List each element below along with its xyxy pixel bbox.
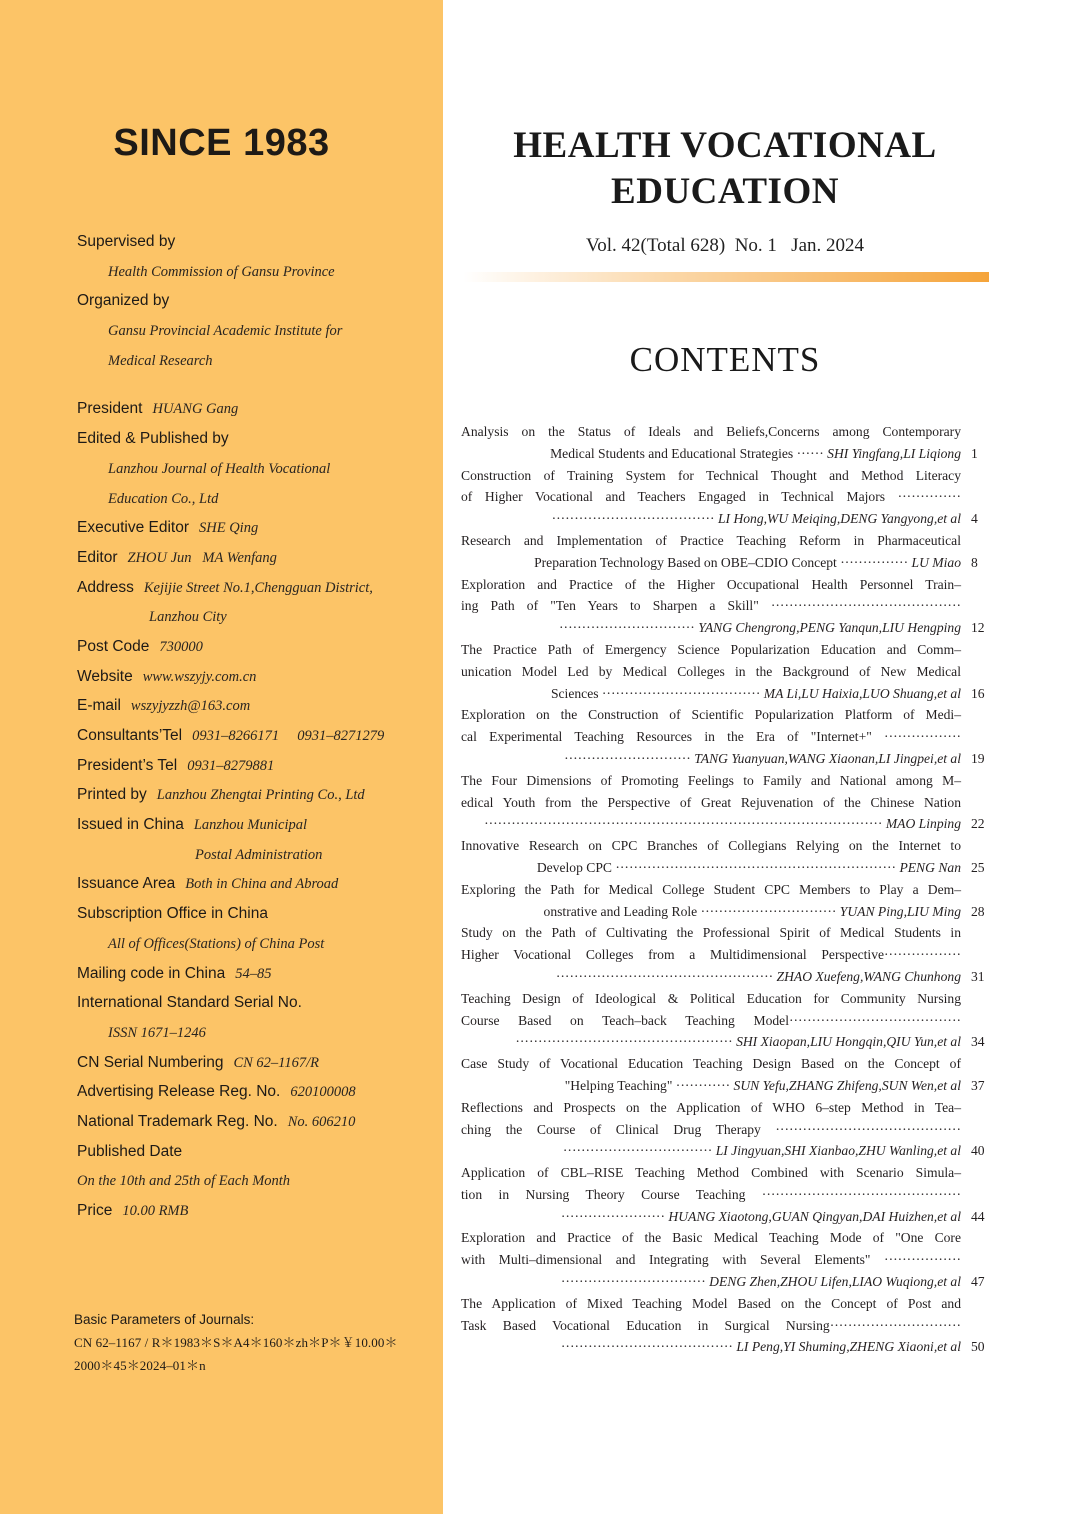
gradient-divider	[463, 272, 989, 282]
toc-entry-line: Exploration and Practice of the Higher Occupational Health Personnel Train–	[461, 576, 961, 592]
consultants-tel-value: 0931–8266171 0931–8271279	[192, 728, 385, 744]
email-label: E-mail	[77, 697, 121, 715]
edited-value: Lanzhou Journal of Health Vocational	[108, 460, 331, 477]
toc-entry-page: 47	[971, 1274, 985, 1290]
toc-entry-line: Construction of Training System for Technical Thought and Method Literacy	[461, 467, 961, 483]
toc-entry-last-line	[461, 748, 985, 770]
toc-entry-line: The Application of Mixed Teaching Model Based on the Concept of Post and	[461, 1295, 961, 1311]
toc-entry-line: Innovative Research on CPC Branches of Collegians Relying on the Internet to	[461, 838, 961, 854]
toc-entry-authors: MA Li,LU Haixia,LUO Shuang,et al	[763, 685, 961, 701]
toc-entry-last-line	[461, 1140, 985, 1162]
president-value: HUANG Gang	[152, 401, 239, 418]
toc-entry-page: 31	[971, 968, 985, 984]
toc-entry-line: of Higher Vocational and Teachers Engaged in Technical Majors ··············	[461, 489, 961, 505]
editor-value: ZHOU Jun MA Wenfang	[127, 549, 277, 566]
issued-label: Issued in China	[77, 816, 184, 834]
area-label: Issuance Area	[77, 875, 176, 893]
since-heading: SINCE 1983	[113, 122, 330, 164]
toc-entry[interactable]	[461, 922, 985, 987]
toc-entry-last-line	[461, 552, 978, 574]
toc-entry-line: The Four Dimensions of Promoting Feelings to Family and National among M–	[461, 772, 961, 788]
price-label: Price	[77, 1202, 113, 1219]
toc-entry-page: 25	[971, 859, 985, 875]
toc-entry-line: Reflections and Prospects on the Application of WHO 6–step Method in Tea–	[461, 1099, 961, 1115]
toc-entry-text: ····························	[564, 750, 695, 766]
supervised-value: Health Commission of Gansu Province	[108, 263, 335, 280]
advertising-value: 620100008	[290, 1084, 356, 1101]
trademark-label: National Trademark Reg. No.	[77, 1112, 278, 1130]
president-tel-label: President’s Tel	[77, 756, 178, 774]
toc-entry[interactable]	[461, 639, 985, 704]
toc-entry-authors: LI Hong,WU Meiqing,DENG Yangyong,et al	[717, 511, 961, 527]
basic-parameters-line-1: CN 62–1167 / R＊1983＊S＊A4＊160＊zh＊P＊￥10.00＊	[74, 1335, 398, 1350]
toc-entry-line: tion in Nursing Theory Course Teaching ············································	[461, 1186, 961, 1202]
published-date-label: Published Date	[77, 1142, 183, 1160]
toc-entry[interactable]	[461, 835, 985, 879]
toc-entry-text: "Helping Teaching" ············	[564, 1077, 734, 1093]
toc-entry-text: ······························	[559, 620, 699, 636]
toc-entry-text: ································	[560, 1274, 710, 1290]
toc-entry-last-line	[461, 1336, 985, 1358]
advertising-label: Advertising Release Reg. No.	[77, 1083, 281, 1101]
trademark-value: No. 606210	[287, 1113, 356, 1130]
toc-entry-last-line	[461, 617, 985, 639]
toc-entry-authors: YANG Chengrong,PENG Yanqun,LIU Hengping	[698, 620, 961, 636]
toc-entry-page: 37	[971, 1077, 985, 1093]
toc-entry-line: Case Study of Vocational Education Teaching Design Based on the Concept of	[461, 1056, 961, 1072]
toc-entry-line: Task Based Vocational Education in Surgical Nursing·····························	[461, 1317, 961, 1333]
toc-entry-line: cal Experimental Teaching Resources in the Era of "Internet+" ·················	[461, 729, 961, 745]
toc-entry-line: Exploration on the Construction of Scientific Popularization Platform of Medi–	[461, 707, 961, 723]
toc-entry-text: ················································	[515, 1034, 737, 1050]
toc-entry-line: with Multi–dimensional and Integrating with Several Elements" ·················	[461, 1252, 961, 1268]
toc-entry-authors: YUAN Ping,LIU Ming	[839, 903, 961, 919]
toc-entry-text: Medical Students and Educational Strategies ······	[550, 445, 828, 461]
toc-entry[interactable]	[461, 704, 985, 769]
toc-entry-text: onstrative and Leading Role ······························	[543, 903, 840, 919]
issued-value-2: Postal Administration	[195, 846, 323, 863]
email-value: wszyjyzzh@163.com	[130, 698, 251, 715]
cn-label: CN Serial Numbering	[77, 1053, 224, 1071]
toc-entry-page: 1	[971, 445, 978, 461]
toc-entry-text: ························································································	[484, 816, 886, 832]
toc-entry-line: unication Model Led by Medical Colleges in the Background of New Medical	[461, 663, 961, 679]
president-label: President	[77, 400, 143, 418]
exec-editor-label: Executive Editor	[77, 519, 189, 537]
toc-entry[interactable]	[461, 1162, 985, 1227]
organized-label: Organized by	[77, 292, 170, 310]
exec-editor-value: SHE Qing	[199, 520, 259, 537]
basic-parameters	[74, 1308, 398, 1377]
toc-entry-line: edical Youth from the Perspective of Great Rejuvenation of the Chinese Nation	[461, 794, 961, 810]
mailing-value: 54–85	[235, 965, 272, 982]
toc-entry-text: ····································	[551, 511, 718, 527]
toc-entry-line: Exploration and Practice of the Basic Medical Teaching Mode of "One Core	[461, 1230, 961, 1246]
subscription-label: Subscription Office in China	[77, 905, 268, 923]
toc-entry-last-line	[461, 508, 978, 530]
address-value: Kejijie Street No.1,Chengguan District,	[143, 579, 373, 596]
cn-value: CN 62–1167/R	[233, 1054, 319, 1071]
toc-entry[interactable]	[461, 1293, 985, 1358]
toc-entry-line: Teaching Design of Ideological & Political Education for Community Nursing	[461, 990, 961, 1006]
toc-entry-authors: PENG Nan	[899, 859, 961, 875]
toc-entry-line: ing Path of "Ten Years to Sharpen a Skill" ··········································	[461, 598, 961, 614]
toc-entry-last-line	[461, 813, 985, 835]
toc-entry-page: 22	[971, 816, 985, 832]
toc-entry-authors: LU Miao	[911, 554, 961, 570]
issued-value: Lanzhou Municipal	[193, 817, 308, 834]
journal-title-line-2: EDUCATION	[611, 171, 839, 212]
printed-label: Printed by	[77, 786, 147, 804]
toc-entry-page: 4	[971, 511, 978, 527]
issn-label: International Standard Serial No.	[77, 994, 302, 1012]
toc-entry-last-line	[461, 1206, 985, 1228]
toc-entry-line: Higher Vocational Colleges from a Multidimensional Perspective·················	[461, 947, 961, 963]
toc-entry-page: 8	[971, 554, 978, 570]
address-label: Address	[77, 578, 134, 596]
subscription-value: All of Offices(Stations) of China Post	[108, 935, 325, 952]
toc-entry-authors: SHI Xiaopan,LIU Hongqin,QIU Yun,et al	[736, 1034, 961, 1050]
toc-entry-last-line	[461, 683, 985, 705]
toc-entry[interactable]	[461, 465, 978, 530]
toc-entry-authors: ZHAO Xuefeng,WANG Chunhong	[776, 968, 961, 984]
president-tel-value: 0931–8279881	[187, 757, 275, 774]
journal-title	[460, 123, 990, 215]
toc-entry[interactable]	[461, 530, 978, 574]
supervised-label: Supervised by	[77, 233, 176, 250]
toc-entry[interactable]	[461, 879, 985, 923]
published-date-value: On the 10th and 25th of Each Month	[77, 1173, 291, 1190]
toc-entry-line: Exploring the Path for Medical College Student CPC Members to Play a Dem–	[461, 881, 961, 897]
toc-entry-page: 16	[971, 685, 985, 701]
toc-entry-line: Course Based on Teach–back Teaching Model······································	[461, 1012, 961, 1028]
toc-entry[interactable]	[461, 1227, 985, 1292]
area-value: Both in China and Abroad	[185, 876, 339, 893]
toc-entry-text: Sciences ···································	[550, 685, 764, 701]
postcode-label: Post Code	[77, 637, 150, 655]
edited-value-2: Education Co., Ltd	[108, 490, 219, 507]
postcode-value: 730000	[159, 638, 203, 655]
toc-entry-page: 12	[971, 620, 985, 636]
table-of-contents	[461, 421, 985, 1358]
editor-label: Editor	[77, 548, 118, 566]
toc-entry-authors: MAO Linping	[885, 816, 961, 832]
edited-label: Edited & Published by	[77, 430, 229, 448]
toc-entry-page: 34	[971, 1034, 985, 1050]
toc-entry-authors: SHI Yingfang,LI Liqiong	[827, 445, 961, 461]
toc-entry-last-line	[461, 1271, 985, 1293]
toc-entry-page: 19	[971, 750, 985, 766]
price-value: 10.00 RMB	[122, 1203, 189, 1219]
toc-entry-last-line	[461, 1031, 985, 1053]
toc-entry-line: Research and Implementation of Practice Teaching Reform in Pharmaceutical	[461, 532, 961, 548]
toc-entry-last-line	[461, 966, 985, 988]
address-value-2: Lanzhou City	[149, 609, 227, 626]
toc-entry[interactable]	[461, 770, 985, 835]
volume-info: Vol. 42(Total 628) No. 1 Jan. 2024	[585, 235, 865, 256]
toc-entry-authors: LI Jingyuan,SHI Xianbao,ZHU Wanling,et al	[715, 1143, 961, 1159]
toc-entry-line: ching the Course of Clinical Drug Therapy ·········································	[461, 1121, 961, 1137]
toc-entry-text: Develop CPC ······························································	[536, 859, 900, 875]
toc-entry-line: Application of CBL–RISE Teaching Method Combined with Scenario Simula–	[461, 1165, 961, 1181]
toc-entry-authors: TANG Yuanyuan,WANG Xiaonan,LI Jingpei,et al	[694, 750, 961, 766]
journal-title-line-1: HEALTH VOCATIONAL	[513, 125, 937, 166]
toc-entry-last-line	[461, 857, 985, 879]
toc-entry[interactable]	[461, 1097, 985, 1162]
toc-entry-line: Analysis on the Status of Ideals and Beliefs,Concerns among Contemporary	[461, 424, 961, 439]
toc-entry-text: ·······················	[560, 1208, 669, 1224]
toc-entry-last-line	[461, 901, 985, 923]
toc-entry-page: 50	[971, 1339, 985, 1355]
organized-value-2: Medical Research	[108, 352, 213, 369]
organized-value: Gansu Provincial Academic Institute for	[108, 323, 343, 340]
consultants-tel-label: Consultants’Tel	[77, 727, 183, 744]
basic-parameters-label: Basic Parameters of Journals:	[74, 1312, 255, 1327]
toc-entry-page: 28	[971, 903, 985, 919]
toc-entry-authors: LI Peng,YI Shuming,ZHENG Xiaoni,et al	[736, 1339, 961, 1355]
toc-entry-page: 40	[971, 1143, 985, 1159]
toc-entry-text: ·································	[562, 1143, 716, 1159]
toc-entry-authors: HUANG Xiaotong,GUAN Qingyan,DAI Huizhen,et al	[668, 1208, 961, 1224]
toc-entry-last-line	[461, 443, 978, 465]
basic-parameters-line-2: 2000＊45＊2024–01＊n	[74, 1358, 206, 1373]
printed-value: Lanzhou Zhengtai Printing Co., Ltd	[156, 787, 365, 804]
website-value: www.wszyjy.com.cn	[142, 668, 257, 685]
toc-entry-authors: SUN Yefu,ZHANG Zhifeng,SUN Wen,et al	[733, 1077, 961, 1093]
toc-entry-last-line	[461, 1075, 985, 1097]
toc-entry-line: The Practice Path of Emergency Science Popularization Education and Comm–	[461, 641, 961, 657]
toc-entry-text: ················································	[555, 968, 777, 984]
issn-value: ISSN 1671–1246	[108, 1024, 206, 1041]
toc-entry[interactable]	[461, 421, 978, 465]
toc-entry-line: Study on the Path of Cultivating the Professional Spirit of Medical Students in	[461, 925, 961, 941]
toc-entry-page: 44	[971, 1208, 985, 1224]
masthead-info	[77, 230, 437, 1229]
toc-entry-authors: DENG Zhen,ZHOU Lifen,LIAO Wuqiong,et al	[709, 1274, 961, 1290]
contents-heading: CONTENTS	[629, 340, 821, 379]
mailing-label: Mailing code in China	[77, 964, 226, 982]
website-label: Website	[77, 667, 133, 685]
toc-entry[interactable]	[461, 1053, 985, 1097]
toc-entry[interactable]	[461, 574, 985, 639]
toc-entry[interactable]	[461, 988, 985, 1053]
toc-entry-text: Preparation Technology Based on OBE–CDIO Concept ···············	[534, 554, 912, 570]
toc-entry-text: ······································	[560, 1339, 737, 1355]
